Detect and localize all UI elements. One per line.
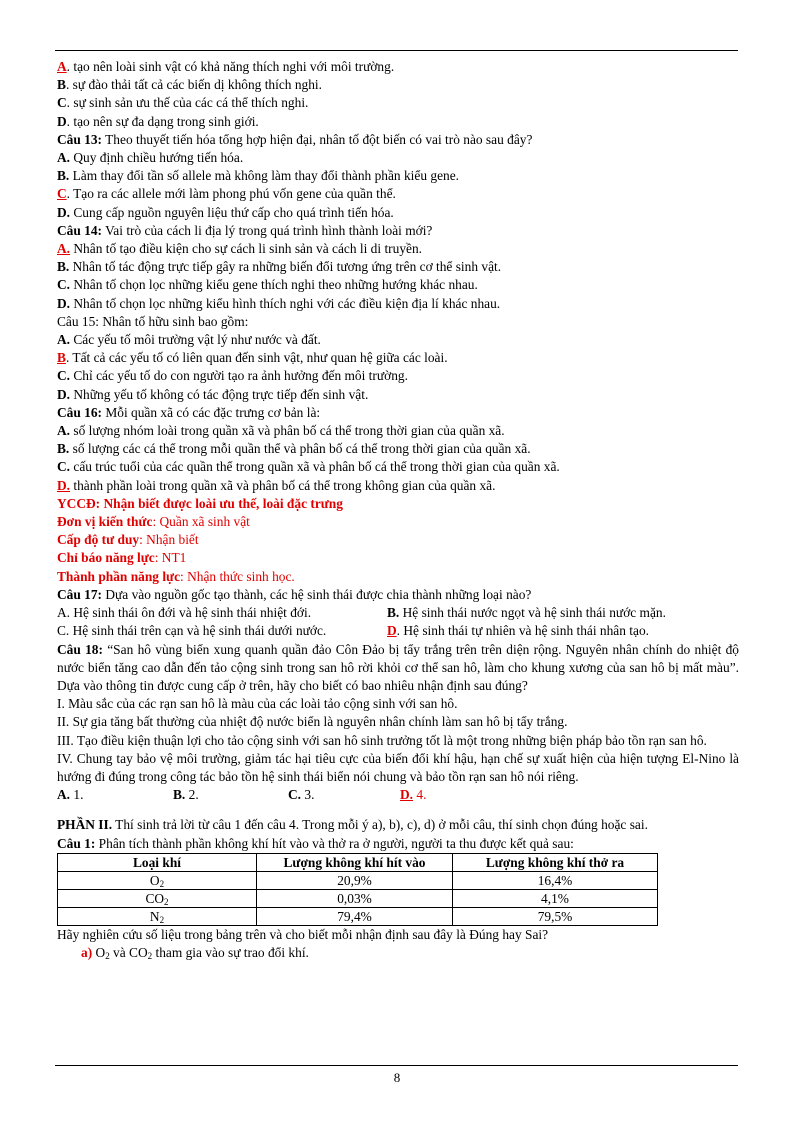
table-row [58, 889, 658, 907]
q15-option-d: D. Những yếu tố không có tác động trực tiếp đến sinh vật. [57, 386, 369, 402]
question-13 [57, 131, 739, 222]
q18-option-c: C. 3. [288, 787, 315, 803]
exhaled-cell: 4,1% [453, 889, 658, 907]
table-row [58, 907, 658, 925]
table-header: Lượng không khí thở ra [453, 853, 658, 871]
q12-option-a: A. tạo nên loài sinh vật có khả năng thích nghi với môi trường. [57, 59, 395, 74]
q14-option-b: B. Nhân tố tác động trực tiếp gây ra những biến đổi tương ứng trên cơ thể sinh vật. [57, 259, 502, 275]
q17-option-b: B. Hệ sinh thái nước ngọt và hệ sinh thái nước mặn. [387, 605, 666, 621]
part-2-question-1-item-a: a) $O_2$ và $CO_2$ tham gia vào sự trao đổi khí. [81, 944, 309, 961]
part-2-question-1-stem: Câu 1: Phân tích thành phần không khí hít vào và thở ra ở người, người ta thu được kết quả sau: [57, 835, 574, 851]
q18-statement: IV. Chung tay bảo vệ môi trường, giảm tác hại tiêu cực của biến đổi khí hậu, hạn chế sự xuất hiện của hiện tượng El-Nino là hướng đi đúng trong công tác bảo tồn hệ sinh thái biển nói chung và bảo tồn rạn san hô nói riêng. [57, 750, 739, 784]
q13-option-d: D. Cung cấp nguồn nguyên liệu thứ cấp cho quá trình tiến hóa. [57, 204, 394, 220]
question-16 [57, 404, 739, 495]
q16-option-b: B. số lượng các cá thể trong mỗi quần thể và phân bố cá thể trong thời gian của quần xã. [57, 441, 531, 457]
question-14 [57, 222, 739, 313]
q17-options-row-1 [57, 604, 739, 622]
document-body [57, 58, 739, 962]
question-15 [57, 313, 739, 404]
question-18-stem: Câu 18: “San hô vùng biển xung quanh quần đảo Côn Đảo bị tẩy trắng trên trên diện rộng. Nguyên nhân chính do nhiệt độ nước biển tăng cao dẫn đến tảo cộng sinh trong san hô rời khỏi cơ thể san hô, làm cho khung xương của san hô bị mất màu”. Dựa vào thông tin được cung cấp ở trên, hãy cho biết có bao nhiêu nhận định sau đúng? [57, 641, 739, 693]
yccd-block [57, 495, 739, 586]
q14-option-a: A. Nhân tố tạo điều kiện cho sự cách li sinh sản và cách li di truyền. [57, 241, 422, 257]
q18-option-a: A. 1. [57, 787, 84, 803]
yccd-row: Thành phần năng lực: Nhận thức sinh học. [57, 568, 295, 584]
part-2-intro: PHẦN II. Thí sinh trả lời từ câu 1 đến câu 4. Trong mỗi ý a), b), c), d) ở mỗi câu, thí sinh chọn đúng hoặc sai. [57, 817, 648, 833]
gas-name-cell: $N_2$ [58, 907, 257, 925]
q13-option-c: C. Tạo ra các allele mới làm phong phú vốn gene của quần thể. [57, 186, 396, 202]
q15-option-a: A. Các yếu tố môi trường vật lý như nước và đất. [57, 332, 321, 348]
table-header-row [58, 853, 658, 871]
q18-options [57, 786, 739, 804]
question-17 [57, 586, 739, 641]
q17-options-row-2 [57, 622, 739, 640]
part-2-question-1-prompt: Hãy nghiên cứu số liệu trong bảng trên và cho biết mỗi nhận định sau đây là Đúng hay Sai? [57, 926, 549, 942]
q12-option-d: D. tạo nên sự đa dạng trong sinh giới. [57, 113, 259, 129]
question-14-stem: Câu 14: Vai trò của cách li địa lý trong quá trình hình thành loài mới? [57, 222, 433, 238]
q17-option-d: D. Hệ sinh thái tự nhiên và hệ sinh thái nhân tạo. [387, 623, 650, 639]
yccd-row: Đơn vị kiến thức: Quần xã sinh vật [57, 514, 250, 530]
question-13-stem: Câu 13: Theo thuyết tiến hóa tổng hợp hiện đại, nhân tố đột biến có vai trò nào sau đây? [57, 131, 533, 147]
question-15-stem: Câu 15: Nhân tố hữu sinh bao gồm: [57, 313, 249, 329]
exhaled-cell: 16,4% [453, 871, 658, 889]
q12-option-c: C. sự sinh sản ưu thế của các cá thể thích nghi. [57, 95, 309, 111]
header-rule [55, 50, 738, 51]
q18-statement: II. Sự gia tăng bất thường của nhiệt độ nước biển là nguyên nhân chính làm san hô bị tẩy trắng. [57, 714, 568, 730]
q17-option-c: C. Hệ sinh thái trên cạn và hệ sinh thái dưới nước. [57, 623, 327, 639]
q12-options [57, 58, 739, 131]
yccd-row: Chỉ báo năng lực: NT1 [57, 550, 187, 566]
q14-option-d: D. Nhân tố chọn lọc những kiểu hình thích nghi với các điều kiện địa lí khác nhau. [57, 295, 501, 311]
question-18 [57, 641, 739, 805]
q17-option-a: A. Hệ sinh thái ôn đới và hệ sinh thái nhiệt đới. [57, 605, 312, 621]
q18-option-b: B. 2. [173, 787, 199, 803]
gas-name-cell: $O_2$ [58, 871, 257, 889]
table-header: Lượng không khí hít vào [257, 853, 453, 871]
gas-name-cell: $CO_2$ [58, 889, 257, 907]
yccd-row: Cấp độ tư duy: Nhận biết [57, 532, 199, 548]
q16-option-d: D. thành phần loài trong quần xã và phân bố cá thể trong không gian của quần xã. [57, 477, 496, 493]
inhaled-cell: 79,4% [257, 907, 453, 925]
q13-option-b: B. Làm thay đổi tần số allele mà không làm thay đổi thành phần kiểu gene. [57, 168, 459, 184]
q18-statement: III. Tạo điều kiện thuận lợi cho tảo cộng sinh với san hô sinh trưởng tốt là một trong những biện pháp bảo tồn rạn san hô. [57, 732, 707, 748]
q12-option-b: B. sự đào thải tất cả các biến dị không thích nghi. [57, 77, 322, 93]
table-header: Loại khí [58, 853, 257, 871]
q15-option-c: C. Chỉ các yếu tố do con người tạo ra ảnh hưởng đến môi trường. [57, 368, 408, 384]
q18-statement: I. Màu sắc của các rạn san hô là màu của các loài tảo cộng sinh với san hô. [57, 696, 458, 712]
part-2-question-1 [57, 835, 739, 963]
inhaled-cell: 0,03% [257, 889, 453, 907]
page-number: 8 [393, 1070, 401, 1085]
table-row [58, 871, 658, 889]
q16-option-c: C. cấu trúc tuổi của các quần thể trong quần xã và phân bố cá thể trong thời gian của quần xã. [57, 459, 560, 475]
q15-option-b: B. Tất cả các yếu tố có liên quan đến sinh vật, như quan hệ giữa các loài. [57, 350, 448, 366]
q18-option-d: D. 4. [400, 787, 427, 803]
exhaled-cell: 79,5% [453, 907, 658, 925]
question-16-stem: Câu 16: Mỗi quần xã có các đặc trưng cơ bản là: [57, 404, 321, 420]
inhaled-cell: 20,9% [257, 871, 453, 889]
question-17-stem: Câu 17: Dựa vào nguồn gốc tạo thành, các hệ sinh thái được chia thành những loại nào? [57, 586, 532, 602]
yccd-heading: YCCĐ: Nhận biết được loài ưu thế, loài đặc trưng [57, 495, 343, 511]
q14-option-c: C. Nhân tố chọn lọc những kiểu gene thích nghi theo những hướng khác nhau. [57, 277, 478, 293]
gas-composition-table [57, 853, 658, 926]
q13-option-a: A. Quy định chiều hướng tiến hóa. [57, 150, 244, 166]
footer-rule [55, 1065, 738, 1066]
q16-option-a: A. số lượng nhóm loài trong quần xã và phân bố cá thể trong thời gian của quần xã. [57, 423, 505, 439]
